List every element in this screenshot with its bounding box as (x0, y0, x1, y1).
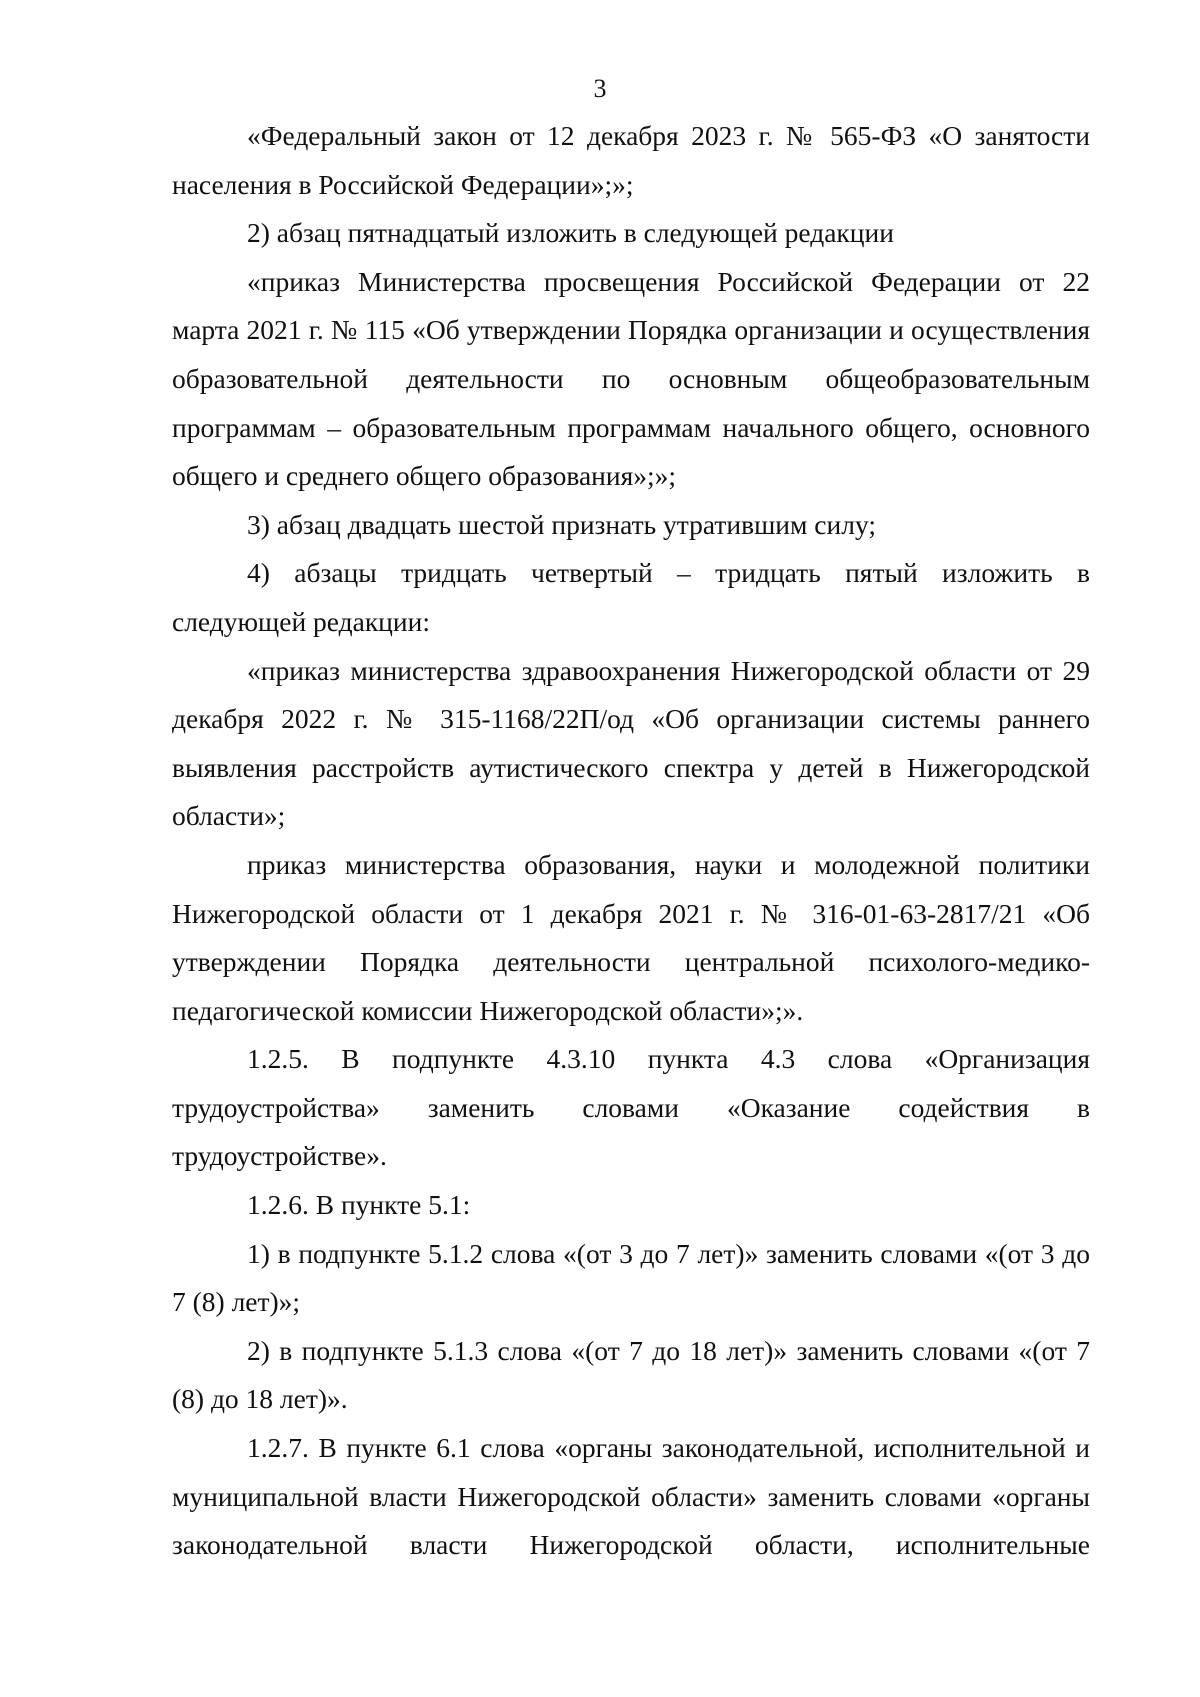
paragraph: 2) абзац пятнадцатый изложить в следующей редакции (247, 217, 894, 249)
paragraph: 4) абзацы тридцать четвертый – тридцать пятый изложить в следующей редакции: (172, 557, 1090, 637)
paragraph: 1) в подпункте 5.1.2 слова «(от 3 до 7 лет)» заменить словами «(от 3 до 7 (8) лет)»; (172, 1237, 1090, 1318)
page-number: 3 (593, 74, 607, 103)
paragraph: «Федеральный закон от 12 декабря 2023 г. № 565-ФЗ «О занятости населения в Российской Федерации»;»; (172, 120, 1090, 200)
paragraph: приказ министерства образования, науки и молодежной политики Нижегородской области от 1 декабря 2021 г. № 316-01-63-2817/21 «Об утверждении Порядка деятельности центральной психолого-медико-педагогической комиссии Нижегородской области»;». (172, 848, 1090, 1026)
paragraph: 1.2.6. В пункте 5.1: (247, 1189, 471, 1221)
paragraph: 1.2.5. В подпункте 4.3.10 пункта 4.3 слова «Организация трудоустройства» заменить словами «Оказание содействия в трудоустройстве». (172, 1043, 1090, 1172)
paragraph: «приказ Министерства просвещения Российской Федерации от 22 марта 2021 г. № 115 «Об утверждении Порядка организации и осуществления образовательной деятельности по основным общеобразовательным программам – образовательным программам начального общего, основного общего и среднего общего образования»;»; (172, 265, 1090, 492)
paragraph: «приказ министерства здравоохранения Нижегородской области от 29 декабря 2022 г. № 315-1168/22П/од «Об организации системы раннего выявления расстройств аутистического спектра у детей в Нижегородской области»; (172, 654, 1090, 832)
paragraph: 1.2.7. В пункте 6.1 слова «органы законодательной, исполнительной и муниципальной власти Нижегородской области» заменить словами «органы законодательной власти Нижегородской области, исполнительные (172, 1432, 1090, 1561)
document-body (172, 112, 1090, 1570)
paragraph: 2) в подпункте 5.1.3 слова «(от 7 до 18 лет)» заменить словами «(от 7 (8) до 18 лет)». (172, 1334, 1090, 1415)
paragraph: 3) абзац двадцать шестой признать утратившим силу; (247, 508, 876, 540)
